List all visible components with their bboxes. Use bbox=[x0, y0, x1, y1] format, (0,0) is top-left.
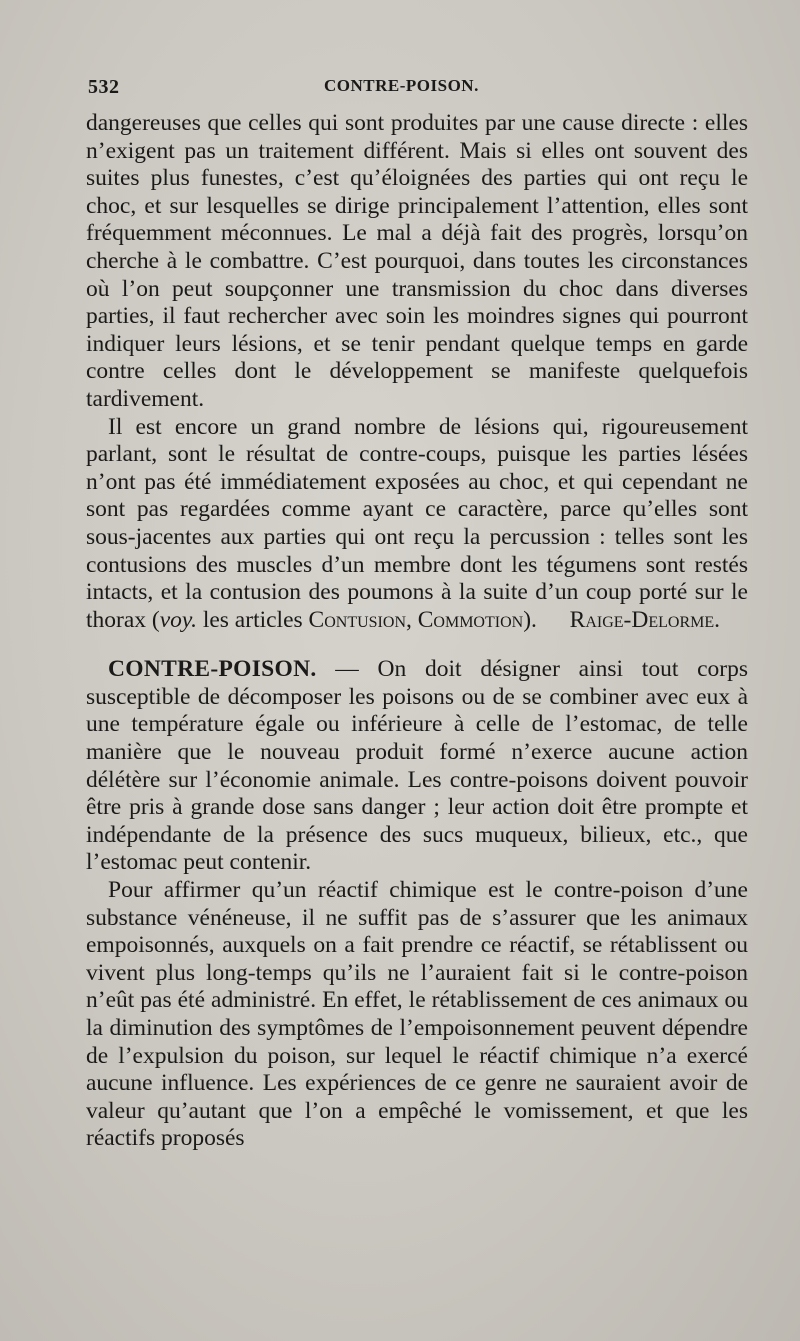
paragraph-text: Il est encore un grand nombre de lésions qui, rigoureusement parlant, sont le résultat de contre-coups, puisque les parties lésées n’ont pas été immédiatement exposées au choc, et qui cependant ne sont pas regardées comme ayant ce caractère, parce qu’elles sont sous-jacentes aux parties qui ont reçu la percussion : telles sont les contusions des muscles d’un membre dont les tégumens sont restés intacts, et la contusion des poumons à la suite d’un coup porté sur le thorax ( bbox=[86, 413, 748, 633]
paragraph-contre-coups bbox=[86, 414, 748, 635]
running-head: CONTRE-POISON. bbox=[324, 76, 479, 95]
cross-reference-commotion: Commotion bbox=[417, 606, 524, 633]
entry-definition: On doit désigner ainsi tout corps susceptible de décomposer les poisons ou de se combiner avec eux à une température égale ou inférieure à celle de l’estomac, de telle manière que le nouveau produit formé n’exerce aucune action délétère sur l’économie animale. Les contre-poisons doivent pouvoir être pris à grande dose sans danger ; leur action doit être prompte et indépendante de la présence des sucs muqueux, bilieux, etc., que l’estomac peut contenir. bbox=[86, 656, 749, 876]
entry-contre-poison bbox=[86, 656, 748, 877]
articles-text: les articles bbox=[196, 606, 309, 633]
paragraph-continuation: dangereuses que celles qui sont produites par une cause directe : elles n’exigent pas un traitement différent. Mais si elles ont souvent des suites plus funestes, c’est qu’éloignées des parties qui ont reçu le choc, et sur lesquelles se dirige principalement l’attention, elles sont fréquemment méconnues. Le mal a déjà fait des progrès, lorsqu’on cherche à le combattre. C’est pourquoi, dans toutes les circonstances où l’on peut soupçonner une transmission du choc dans diverses parties, il faut rechercher avec soin les moindres signes qui pourront indiquer leurs lésions, et se tenir pendant quelque temps en garde contre celles dont le développement se manifeste quelquefois tardivement. bbox=[86, 110, 748, 412]
author-signature: Raige-Delorme. bbox=[569, 606, 720, 633]
voy-abbreviation: voy. bbox=[159, 606, 197, 633]
page-header bbox=[88, 76, 748, 102]
page-number: 532 bbox=[88, 76, 120, 98]
body-text bbox=[86, 110, 748, 1153]
entry-term: CONTRE-POISON. bbox=[108, 656, 317, 683]
entry-dash: — bbox=[316, 656, 378, 683]
paragraph-reactif: Pour affirmer qu’un réactif chimique est le contre-poison d’une substance vénéneuse, il ne suffit pas de s’assurer que les animaux empoisonnés, auxquels on a fait prendre ce réactif, se rétablissent ou vivent plus long-temps qu’ils ne l’auraient fait si le contre-poison n’eût pas été administré. En effet, le rétablissement de ces animaux ou la diminution des symptômes de l’empoisonnement peuvent dépendre de l’expulsion du poison, sur lequel le réactif chimique n’a exercé aucune influence. Les expériences de ce genre ne sauraient avoir de valeur qu’autant que l’on a empêché le vomissement, et que les réactifs proposés bbox=[86, 877, 748, 1152]
cross-reference-contusion: Contusion bbox=[308, 606, 406, 633]
closing-paren: ). bbox=[523, 606, 537, 633]
separator: , bbox=[406, 606, 418, 633]
